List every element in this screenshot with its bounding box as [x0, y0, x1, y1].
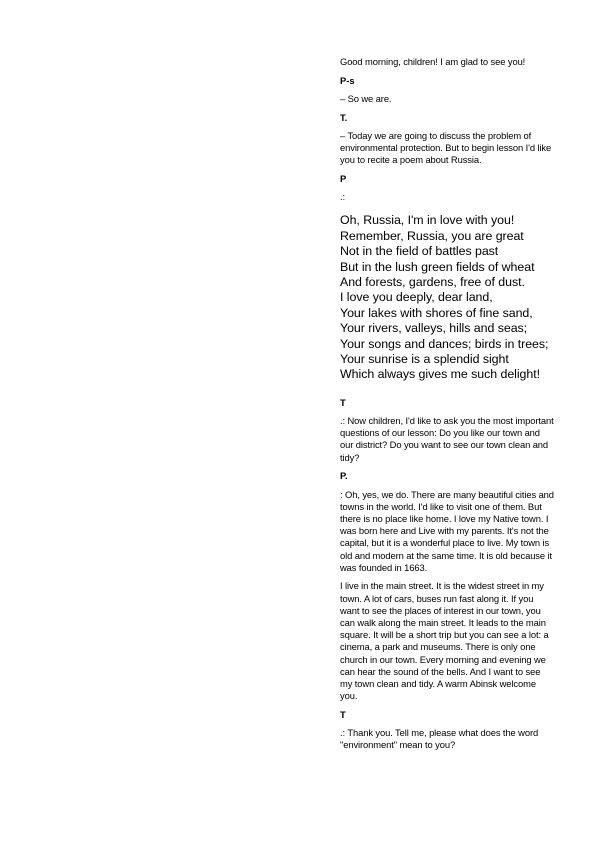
poem-line: Which always gives me such delight!	[340, 367, 541, 382]
poem-line: Not in the field of battles past	[340, 244, 499, 259]
poem-line: Your rivers, valleys, hills and seas;	[340, 321, 528, 336]
speaker-label: T	[340, 708, 346, 720]
paragraph-question: .: Now children, I'd like to ask you the most important questions of our lesson: Do you like our town and our district? Do you want to see our town clean and tidy?	[340, 415, 554, 463]
paragraph-hometown: : Oh, yes, we do. There are many beautiful cities and towns in the world. I'd like to visit one of them. But there is no place like home. I love my Native town. I was born here and Live with my parents. It's not the capital, but it is a wonderful place to live. My town is old and modern at the same time. It is old because it was founded in 1663.	[340, 488, 554, 573]
paragraph-environment-question: .: Thank you. Tell me, please what does the word "environment" mean to you?	[340, 727, 539, 751]
paragraph-main-street: I live in the main street. It is the widest street in my town. A lot of cars, buses run fast along it. If you want to see the places of interest in our town, you can walk along the main street. It leads to the main square. It will be a short trip but you can see a lot: a cinema, a park and museums. There is only one church in our town. Every morning and evening we can hear the sound of the bells. And I want to see my town clean and tidy. A warm Abinsk welcome you.	[340, 580, 549, 702]
poem-line: I love you deeply, dear land,	[340, 290, 493, 305]
poem-line: Remember, Russia, you are great	[340, 228, 524, 243]
poem-line: Your lakes with shores of fine sand,	[340, 305, 533, 320]
speaker-label: P	[340, 172, 347, 184]
speaker-label: P.	[340, 470, 348, 482]
paragraph-reply: – So we are.	[340, 92, 392, 104]
poem-line: Oh, Russia, I'm in love with you!	[340, 213, 515, 228]
paragraph-greeting: Good morning, children! I am glad to see you!	[340, 56, 526, 67]
poem-line: And forests, gardens, free of dust.	[340, 274, 525, 289]
poem-line: Your songs and dances; birds in trees;	[340, 336, 549, 351]
poem-line: Your sunrise is a splendid sight	[340, 351, 509, 366]
paragraph-lesson-intro: – Today we are going to discuss the problem of environmental protection. But to begin lesson I'd like you to recite a poem about Russia.	[340, 129, 552, 166]
document-page	[340, 56, 555, 758]
poem	[340, 213, 555, 382]
paragraph-colon: .:	[340, 191, 346, 203]
poem-line: But in the lush green fields of wheat	[340, 259, 535, 274]
speaker-label: T.	[340, 111, 348, 123]
speaker-label: T	[340, 396, 346, 408]
speaker-label: P-s	[340, 74, 355, 86]
